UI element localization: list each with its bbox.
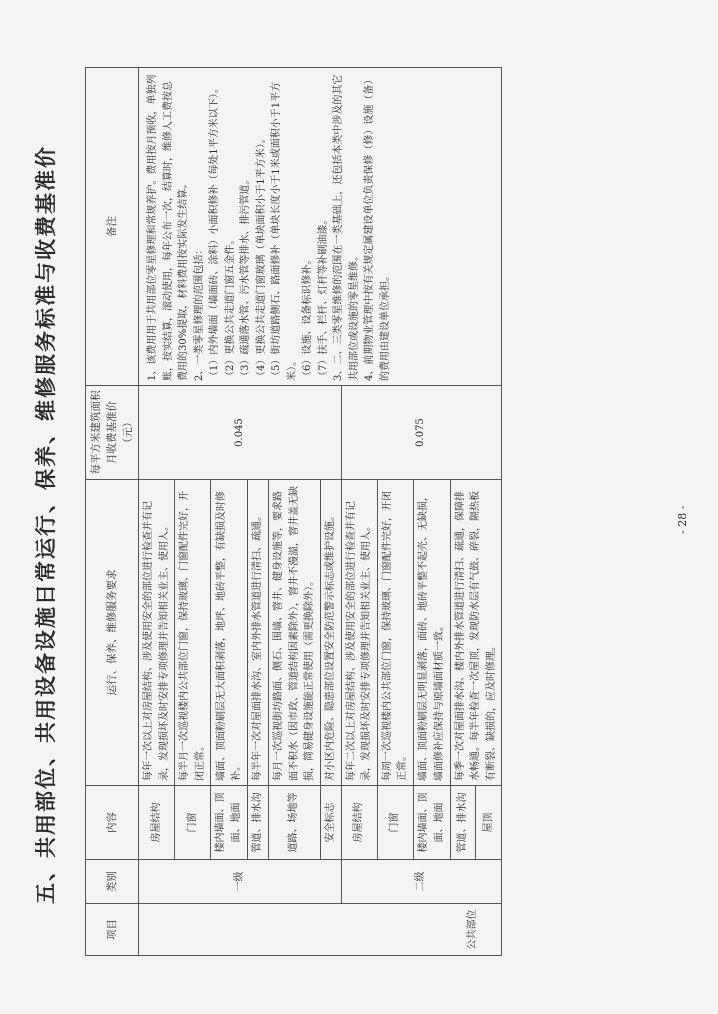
category-cell-level1: 一级 (139, 860, 342, 904)
note-line: 2、一类零星修理的范围包括： (193, 244, 205, 381)
service-standard-table (85, 67, 502, 956)
content-cell: 房屋结构 (341, 786, 377, 860)
content-cell: 安全标志 (320, 786, 341, 860)
content-cell: 门窗 (175, 786, 211, 860)
requirement-cell: 墙面、顶面粉刷层无明显剥落，面砖、地砖平整不起壳、无缺损，墙面修补应保持与原墙面材质一致。 (413, 480, 450, 786)
header-price: 每平方米建筑面积月收费基准价（元） (86, 386, 139, 480)
page-number: - 28 - (676, 505, 689, 534)
table-row (139, 68, 175, 956)
content-cell: 屋顶 (476, 786, 502, 860)
price-cell-level1: 0.045 (139, 386, 342, 480)
note-line: （7）扶手、栏杆、灯杆等补刷油漆。 (317, 214, 329, 381)
notes-cell (139, 68, 502, 386)
price-cell-level2: 0.075 (341, 386, 502, 480)
note-line: （4）更换公共走道门窗玻璃（单块面积小于1平方米）。 (255, 133, 267, 381)
page-title: 五、共用部位、共用设备设施日常运行、保养、维修服务标准与收费基准价 (33, 145, 58, 904)
requirement-cell: 每年二次以上对房屋结构、涉及使用安全的部位进行检查并有记录，发现损坏及时安排专项修理并告知相关业主、使用人。 (341, 480, 377, 786)
header-content: 内容 (86, 786, 139, 860)
content-cell: 房屋结构 (139, 786, 175, 860)
requirement-cell: 墙面、顶面粉刷层无大面积剥落，地坪、地砖平整，有缺损及时修补。 (211, 480, 248, 786)
content-cell: 管道、排水沟 (248, 786, 269, 860)
content-cell: 管道、排水沟 (450, 786, 476, 860)
note-line: 1、该费用用于共用部位零星修理和常规养护。费用按月预收，单独列账，按实结算，滚动使用，每年公布一次，结算时，维修人工费按总费用的30%提取，材料费用按实际发生结算。 (147, 74, 189, 381)
note-line: 4、前期物业管理中按有关规定属建设单位负责保修（修）设施（备）的费用由建设单位承担。 (364, 74, 391, 381)
header-project: 项目 (86, 904, 139, 956)
requirement-cell: 每年一次以上对房屋结构、涉及使用安全的部位进行检查并有记录，发现损坏及时安排专项修理并告知相关业主、使用人。 (139, 480, 175, 786)
header-note: 备注 (86, 68, 139, 386)
note-line: （1）内外墙面（墙面砖、涂料）小面积修补（每处1平方米以下）。 (209, 83, 220, 381)
project-cell: 公共部位 (139, 904, 502, 956)
content-cell: 道路、场地等 (269, 786, 321, 860)
requirement-cell: 每半月一次巡视楼内公共部位门窗，保持玻璃、门窗配件完好，开闭正常。 (175, 480, 211, 786)
content-cell: 楼内墙面、顶面、地面 (211, 786, 248, 860)
note-line: （5）街坊道路侧石、路面修补（单块长度小于1米或面积小于1平方米）。 (271, 81, 298, 381)
table-header-row (86, 68, 139, 956)
requirement-cell: 每周一次巡视楼内公共部位门窗，保持玻璃、门窗配件完好，开闭正常。 (377, 480, 413, 786)
note-line: （6）设施、设备标识修补。 (302, 254, 313, 381)
requirement-cell: 每半年一次对屋面排水沟、室内外排水管道进行清扫、疏通。 (248, 480, 269, 786)
header-category: 类别 (86, 860, 139, 904)
category-cell-level2: 二级 (341, 860, 502, 904)
requirement-cell: 每月一次巡视街坊路面、侧石、围墙、窨井、健身设施等，要求路面不积水（因市政、管道结构因素除外），窨井不漫溢，窨井盖无缺损，简易健身设施能正常使用（需更换除外）。 (269, 480, 321, 786)
note-line: 3、二、三类零星维修的范围在一类基础上，还包括本类中涉及的其它共用部位或设施的零星维修。 (333, 74, 360, 381)
content-cell: 门窗 (377, 786, 413, 860)
requirement-cell: 对小区内危险、隐患部位设置安全防范警示标志或维护设施。 (320, 480, 341, 786)
content-cell: 楼内墙面、顶面、地面 (413, 786, 450, 860)
header-requirement: 运行、保养、维修服务要求 (86, 480, 139, 786)
requirement-cell: 每季一次对屋面排水沟、楼内外排水管道进行清扫、疏通，保障排水畅通。每半年检查一次屋顶，发现防水层有气鼓、碎裂，隔热板有断裂、缺损的，应及时修理。 (450, 480, 502, 786)
note-line: （2）更换公共走道门窗五金件。 (224, 234, 236, 381)
note-line: （3）疏通落水管、污水管等排水、排污管道。 (240, 174, 251, 381)
